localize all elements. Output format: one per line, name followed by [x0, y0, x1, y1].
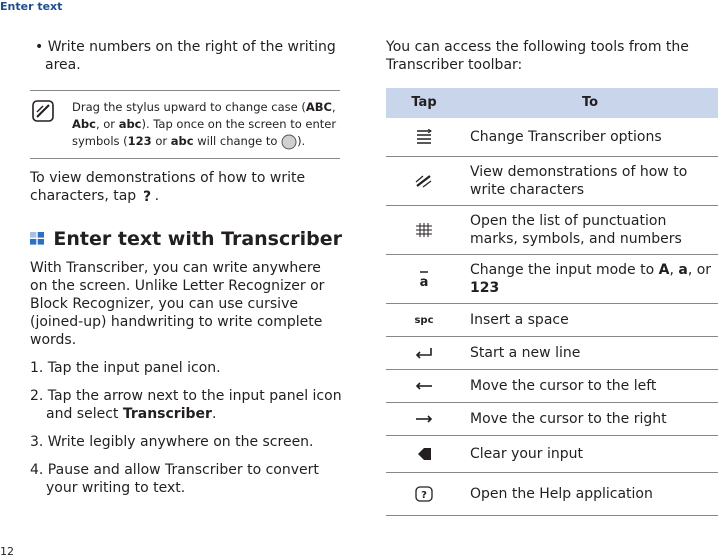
step-item — [30, 387, 342, 423]
table-header-row — [386, 88, 718, 118]
bullet-text: Write numbers on the right of the writing area. — [45, 39, 336, 73]
row-description: Change Transcriber options — [462, 118, 718, 156]
row-bold: 123 — [470, 279, 500, 296]
note-text: ). — [297, 134, 306, 148]
space-icon — [413, 312, 435, 328]
note-text: , or — [95, 117, 119, 131]
svg-text:?: ? — [421, 489, 427, 501]
enter-icon — [413, 345, 435, 361]
step-item: 4. Pause and allow Transcriber to convert your writing to text. — [30, 462, 319, 496]
table-row — [386, 336, 718, 369]
step-text: . — [211, 406, 217, 422]
bullet-item: • Write numbers on the right of the writing area. — [35, 39, 336, 73]
question-icon — [141, 188, 155, 204]
row-description: View demonstrations of how to write characters — [462, 156, 718, 205]
row-description: Start a new line — [462, 336, 718, 369]
note-box — [30, 90, 340, 159]
note-text: Drag the stylus upward to change case ( — [72, 100, 306, 114]
left-column — [30, 38, 342, 507]
intro-paragraph: With Transcriber, you can write anywhere on the screen. Unlike Letter Recognizer or Block Recognizer, you can use cursive (joined-up) handwriting to write complete words. — [30, 260, 325, 348]
row-description: Insert a space — [462, 303, 718, 336]
symbols-grid-icon — [413, 222, 435, 238]
row-bold: A — [658, 261, 670, 278]
page-number: 12 — [0, 545, 14, 558]
step-item: 3. Write legibly anywhere on the screen. — [30, 434, 314, 450]
row-bold: a — [678, 261, 688, 278]
keyboard-toggle-icon — [281, 134, 297, 150]
row-description — [462, 254, 718, 303]
section-heading — [30, 229, 342, 249]
note-bold: Abc — [72, 117, 96, 131]
table-row — [386, 156, 718, 205]
row-text: Change the input mode to — [470, 261, 659, 278]
table-row — [386, 435, 718, 472]
svg-text:a: a — [419, 274, 429, 287]
list-options-icon — [413, 129, 435, 145]
note-text: , — [331, 100, 336, 114]
demo-text: To view demonstrations of how to write characters, tap — [30, 170, 306, 204]
table-row — [386, 369, 718, 402]
row-description: Clear your input — [462, 435, 718, 472]
help-icon — [413, 486, 435, 502]
note-bold: ABC — [305, 100, 332, 114]
arrow-left-icon — [413, 378, 435, 394]
table-row — [386, 205, 718, 254]
tools-table — [386, 88, 718, 516]
right-column — [386, 38, 718, 516]
row-text: , or — [687, 261, 712, 278]
section-title: Enter text with Transcriber — [53, 228, 342, 250]
row-description: Open the Help application — [462, 472, 718, 515]
row-description: Move the cursor to the right — [462, 402, 718, 435]
row-text: , — [669, 261, 679, 278]
row-description: Move the cursor to the left — [462, 369, 718, 402]
note-bold: 123 — [127, 134, 152, 148]
table-row — [386, 303, 718, 336]
table-row — [386, 118, 718, 156]
table-row — [386, 254, 718, 303]
svg-text:?: ? — [142, 189, 151, 204]
step-text: 2. Tap the arrow next to the input panel icon and select — [30, 388, 342, 422]
row-description: Open the list of punctuation marks, symbols, and numbers — [462, 205, 718, 254]
note-bold: abc — [118, 117, 142, 131]
table-row — [386, 472, 718, 515]
toolbar-intro: You can access the following tools from the Transcriber toolbar: — [386, 39, 689, 73]
backspace-icon — [413, 446, 435, 462]
demo-pen-icon — [413, 173, 435, 189]
demo-text: . — [154, 188, 160, 204]
col-to-header: To — [462, 88, 718, 118]
section-squares-icon — [30, 229, 45, 249]
note-bold: abc — [170, 134, 194, 148]
step-item: 1. Tap the input panel icon. — [30, 360, 221, 376]
note-text: or — [151, 134, 171, 148]
col-tap-header: Tap — [386, 88, 462, 118]
steps-list — [30, 359, 342, 497]
table-row — [386, 402, 718, 435]
arrow-right-icon — [413, 411, 435, 427]
note-text: will change to — [193, 134, 282, 148]
note-pencil-icon — [32, 100, 54, 122]
demo-paragraph — [30, 169, 342, 205]
input-mode-icon — [413, 271, 435, 287]
svg-text:spc: spc — [414, 314, 434, 326]
note-text: ). Tap once on the screen to enter symbols ( — [72, 117, 337, 148]
step-bold: Transcriber — [122, 406, 212, 422]
running-header: Enter text — [0, 0, 63, 13]
